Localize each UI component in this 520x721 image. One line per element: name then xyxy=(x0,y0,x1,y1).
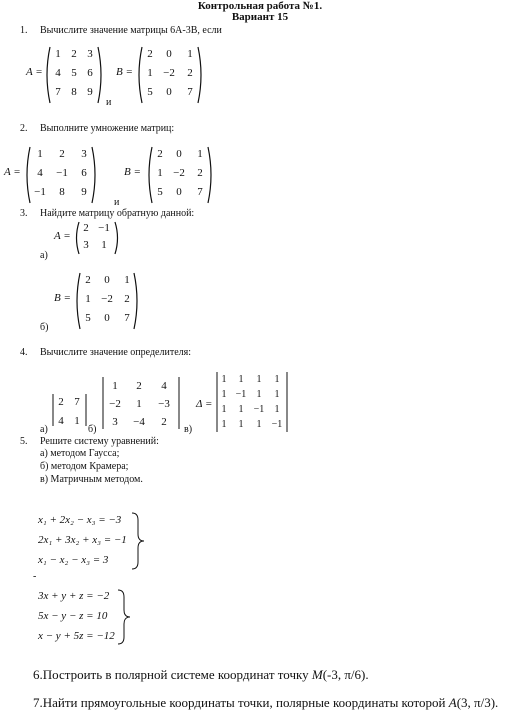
cell: 1 xyxy=(112,380,118,392)
cell: −2 xyxy=(163,67,175,79)
task4-part-a: а) xyxy=(40,424,48,435)
system1-brace xyxy=(130,512,146,570)
task1-a-label: A = xyxy=(26,66,43,78)
task2-text: Выполните умножение матриц: xyxy=(40,123,175,134)
cell: 2 xyxy=(157,148,163,160)
cell: −1 xyxy=(56,167,68,179)
task4-determinant-a xyxy=(54,396,86,427)
cell: 2 xyxy=(83,222,89,234)
task3-part-b: б) xyxy=(40,322,49,333)
document-title: Контрольная работа №1. xyxy=(197,0,323,12)
cell: 0 xyxy=(166,86,172,98)
cell: 9 xyxy=(87,86,93,98)
system2-eq3: x − y + 5z = −12 xyxy=(38,630,115,642)
task5-number: 5. xyxy=(20,436,28,447)
cell: 3 xyxy=(83,239,89,251)
cell: 7 xyxy=(124,312,130,324)
cell: 1 xyxy=(74,415,80,427)
cell: 1 xyxy=(238,374,244,385)
task2-matrix-a xyxy=(30,148,94,198)
cell: −1 xyxy=(34,186,46,198)
cell: 2 xyxy=(197,167,203,179)
cell: 3 xyxy=(112,416,118,428)
task4-part-b: б) xyxy=(88,424,97,435)
task4-part-c: в) xyxy=(184,424,193,435)
cell: −1 xyxy=(235,389,247,400)
cell: 9 xyxy=(81,186,87,198)
task5-text: Решите систему уравнений: xyxy=(40,436,159,447)
cell: 4 xyxy=(58,415,64,427)
cell: −2 xyxy=(101,293,113,305)
task2-matrix-b xyxy=(152,148,210,198)
cell: 3 xyxy=(87,48,93,60)
cell: 4 xyxy=(161,380,167,392)
cell: 1 xyxy=(187,48,193,60)
cell: 1 xyxy=(147,67,153,79)
task6-line xyxy=(33,667,369,683)
task2-b-label: B = xyxy=(124,166,141,178)
cell: 1 xyxy=(157,167,163,179)
variant-label: Вариант 15 xyxy=(231,11,289,23)
cell: 5 xyxy=(157,186,163,198)
cell: 1 xyxy=(124,274,130,286)
task6-coords: (-3, π/6). xyxy=(322,667,369,682)
system2-brace xyxy=(116,589,132,645)
cell: 5 xyxy=(71,67,77,79)
task1-b-label: B = xyxy=(116,66,133,78)
cell: 1 xyxy=(238,404,244,415)
cell: 4 xyxy=(37,167,43,179)
task1-conjunction: и xyxy=(106,97,112,108)
cell: 1 xyxy=(256,389,262,400)
system1-eq3: x₁ − x₂ − x₃ = 3 xyxy=(38,554,109,566)
cell: −1 xyxy=(253,404,265,415)
cell: 2 xyxy=(136,380,142,392)
task7-point: A xyxy=(448,695,457,710)
task3-matrix-a xyxy=(79,222,115,251)
cell: 6 xyxy=(87,67,93,79)
cell: 0 xyxy=(104,274,110,286)
system2-eq2: 5x − y − z = 10 xyxy=(38,610,108,622)
cell: −4 xyxy=(133,416,145,428)
task2-conjunction: и xyxy=(114,197,120,208)
task6-point: M xyxy=(311,667,323,682)
task5-method-matrix: в) Матричным методом. xyxy=(40,474,143,485)
cell: 1 xyxy=(274,404,280,415)
task4-determinant-c xyxy=(216,374,286,430)
cell: 7 xyxy=(187,86,193,98)
cell: 5 xyxy=(147,86,153,98)
cell: 0 xyxy=(176,186,182,198)
cell: 8 xyxy=(59,186,65,198)
cell: −1 xyxy=(271,419,283,430)
cell: −1 xyxy=(98,222,110,234)
cell: 5 xyxy=(85,312,91,324)
cell: 6 xyxy=(81,167,87,179)
task3-text: Найдите матрицу обратную данной: xyxy=(40,208,195,219)
cell: 4 xyxy=(55,67,61,79)
cell: 2 xyxy=(124,293,130,305)
cell: 2 xyxy=(58,396,64,408)
task3-b-label: B = xyxy=(54,292,71,304)
cell: 1 xyxy=(221,419,227,430)
cell: 8 xyxy=(71,86,77,98)
cell: 3 xyxy=(81,148,87,160)
cell: 1 xyxy=(256,419,262,430)
cell: 1 xyxy=(274,374,280,385)
cell: 7 xyxy=(74,396,80,408)
cell: 1 xyxy=(221,374,227,385)
task4-determinant-b xyxy=(104,380,176,428)
task4-delta-label: Δ = xyxy=(196,398,213,410)
cell: 2 xyxy=(187,67,193,79)
cell: 1 xyxy=(274,389,280,400)
cell: −2 xyxy=(173,167,185,179)
cell: 1 xyxy=(197,148,203,160)
task1-matrix-a xyxy=(50,48,98,98)
cell: 0 xyxy=(176,148,182,160)
cell: 2 xyxy=(161,416,167,428)
cell: 1 xyxy=(221,404,227,415)
cell: 1 xyxy=(55,48,61,60)
cell: 1 xyxy=(85,293,91,305)
cell: 0 xyxy=(166,48,172,60)
task3-number: 3. xyxy=(20,208,28,219)
task7-coords: (3, π/3). xyxy=(456,695,499,710)
task1-matrix-b xyxy=(142,48,200,98)
cell: 1 xyxy=(136,398,142,410)
cell: 1 xyxy=(221,389,227,400)
cell: 1 xyxy=(37,148,43,160)
cell: 2 xyxy=(71,48,77,60)
system1-eq2: 2x₁ + 3x₂ + x₃ = −1 xyxy=(38,534,127,546)
task6-text: 6.Построить в полярной системе координат точку xyxy=(33,667,312,682)
cell: 1 xyxy=(256,374,262,385)
cell: −2 xyxy=(109,398,121,410)
task2-number: 2. xyxy=(20,123,28,134)
separator-dash: - xyxy=(33,571,37,582)
system1-eq1: x₁ + 2x₂ − x₃ = −3 xyxy=(38,514,122,526)
task5-method-gauss: а) методом Гаусса; xyxy=(40,448,120,459)
task4-number: 4. xyxy=(20,347,28,358)
cell: 1 xyxy=(101,239,107,251)
task2-a-label: A = xyxy=(4,166,21,178)
task1-number: 1. xyxy=(20,25,28,36)
task3-a-label: A = xyxy=(54,230,71,242)
system2-eq1: 3x + y + z = −2 xyxy=(38,590,110,602)
cell: 0 xyxy=(104,312,110,324)
cell: 1 xyxy=(238,419,244,430)
cell: −3 xyxy=(158,398,170,410)
cell: 7 xyxy=(55,86,61,98)
cell: 2 xyxy=(59,148,65,160)
task7-text: 7.Найти прямоугольные координаты точки, полярные координаты которой xyxy=(33,695,449,710)
task5-method-cramer: б) методом Крамера; xyxy=(40,461,129,472)
cell: 2 xyxy=(85,274,91,286)
task4-text: Вычислите значение определителя: xyxy=(40,347,192,358)
task3-part-a: а) xyxy=(40,250,48,261)
task3-matrix-b xyxy=(80,274,136,324)
task1-text: Вычислите значение матрицы 6А-3В, если xyxy=(40,25,222,36)
cell: 7 xyxy=(197,186,203,198)
cell: 2 xyxy=(147,48,153,60)
task7-line xyxy=(33,695,498,711)
